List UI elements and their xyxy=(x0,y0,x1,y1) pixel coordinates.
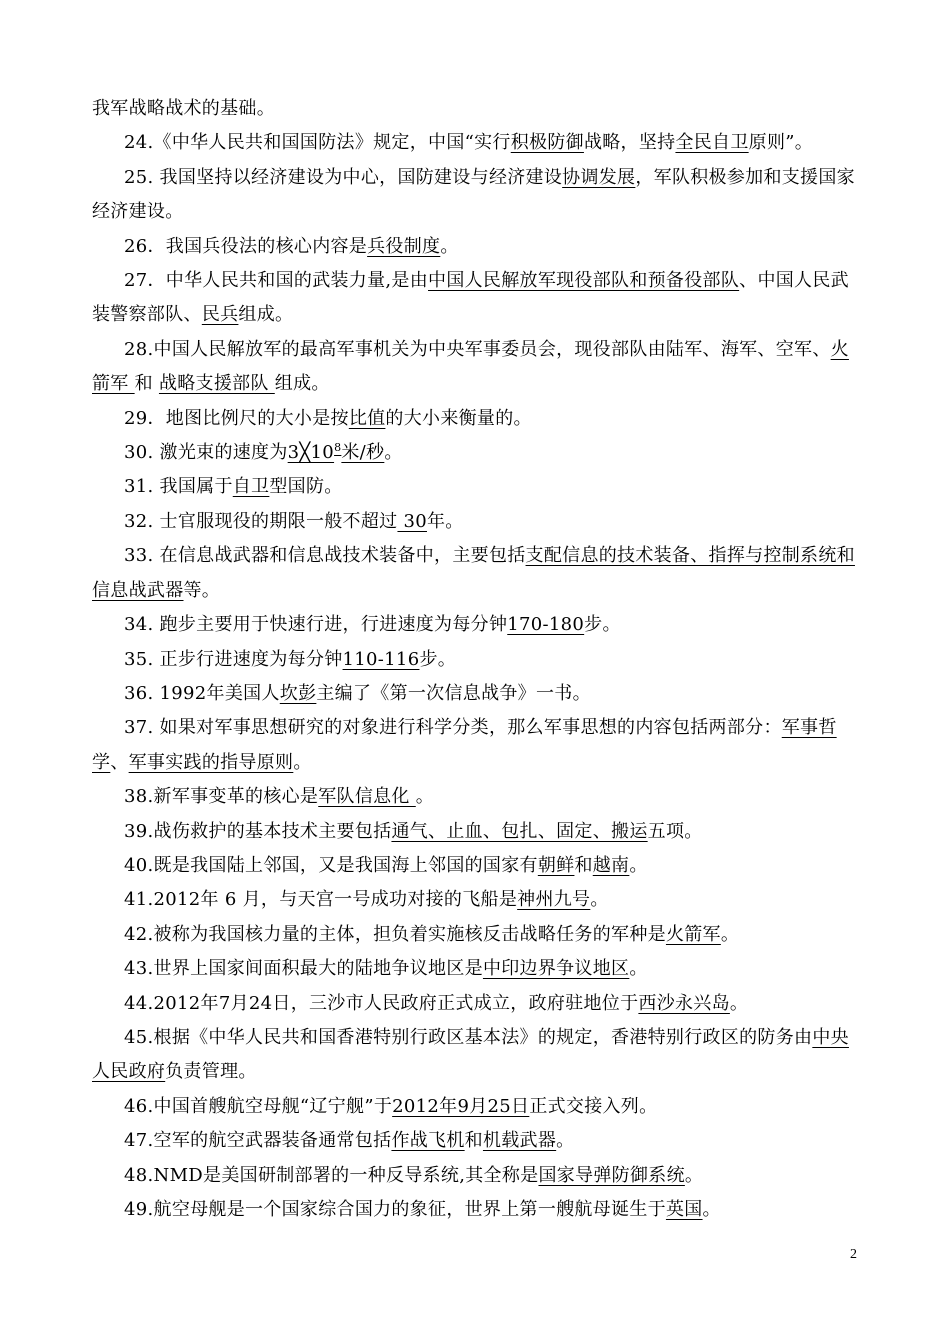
question-text: 。 xyxy=(629,854,648,876)
answer-text: 民兵 xyxy=(201,304,239,326)
question-text: 。 xyxy=(702,1199,721,1220)
question-paragraph xyxy=(92,1021,860,1090)
answer-text: 坎彭 xyxy=(279,682,317,704)
question-text: 25. 我国坚持以经济建设为中心，国防建设与经济建设 xyxy=(124,166,563,188)
question-text: 、中国人民武装警察部队、 xyxy=(92,270,849,326)
question-text: 年。 xyxy=(426,510,464,532)
question-paragraph xyxy=(92,1090,860,1124)
answer-text: 火箭军 xyxy=(665,923,721,945)
answer-text: 火箭军 xyxy=(92,338,849,395)
question-paragraph xyxy=(92,849,860,883)
question-text: 38.新军事变革的核心是 xyxy=(124,786,319,808)
question-text: 48.NMD是美国研制部署的一种反导系统,其全称是 xyxy=(124,1164,539,1186)
answer-text: 比值 xyxy=(348,407,386,429)
question-text: 35. 正步行进速度为每分钟 xyxy=(124,648,343,670)
answer-text: 协调发展 xyxy=(562,166,636,188)
question-text: 49.航空母舰是一个国家综合国力的象征，世界上第一艘航母诞生于 xyxy=(124,1199,666,1220)
question-text: 型国防。 xyxy=(269,476,343,498)
question-text: 。 xyxy=(556,1130,575,1152)
question-paragraph xyxy=(92,711,860,780)
question-text: 和 xyxy=(574,854,593,876)
answer-text: 30 xyxy=(397,510,427,532)
question-text: 29．地图比例尺的大小是按 xyxy=(124,407,349,429)
question-paragraph xyxy=(92,470,860,504)
question-text: 步。 xyxy=(584,614,621,636)
question-paragraph xyxy=(92,1159,860,1193)
answer-text: 军队信息化 xyxy=(318,786,416,808)
answer-text: 神州九号 xyxy=(517,889,591,911)
question-text: 45.根据《中华人民共和国香港特别行政区基本法》的规定，香港特别行政区的防务由 xyxy=(124,1026,813,1048)
answer-text: 作战飞机 xyxy=(391,1130,465,1152)
answer-text: 通气、止血、包扎、固定、搬运 xyxy=(391,820,648,842)
question-text: 。 xyxy=(440,235,459,257)
question-text: 44.2012年7月24日，三沙市人民政府正式成立，政府驻地位于 xyxy=(124,992,639,1014)
question-text: 。 xyxy=(720,923,740,945)
answer-text: 3╳10 xyxy=(287,442,335,464)
answer-text: 战略支援部队 xyxy=(158,373,275,395)
question-paragraph xyxy=(92,1193,860,1227)
question-text: 和 xyxy=(134,373,159,395)
question-text: 。 xyxy=(293,751,312,773)
answer-text: 中央人民政府 xyxy=(92,1026,849,1083)
question-text: 39.战伤救护的基本技术主要包括 xyxy=(124,820,392,842)
question-text: 负责管理。 xyxy=(165,1061,257,1083)
page-number: 2 xyxy=(850,1247,857,1262)
question-paragraph xyxy=(92,780,860,814)
question-paragraph xyxy=(92,987,860,1021)
question-paragraph xyxy=(92,161,860,230)
answer-text: 110-116 xyxy=(342,648,420,670)
question-paragraph xyxy=(92,539,860,608)
question-paragraph xyxy=(92,230,860,264)
question-paragraph xyxy=(92,815,860,849)
answer-text: 170-180 xyxy=(507,614,585,636)
question-text: ，军队积极参加和支援国家经济建设。 xyxy=(92,166,855,223)
answer-text: 英国 xyxy=(665,1199,703,1220)
question-text: 我军战略战术的基础。 xyxy=(92,98,275,119)
question-text: 34. 跑步主要用于快速行进，行进速度为每分钟 xyxy=(124,614,508,636)
question-text: 。 xyxy=(415,786,435,808)
answer-text: 机载武器 xyxy=(482,1130,557,1152)
answer-text: 国家导弹防御系统 xyxy=(538,1164,685,1186)
question-text: 43.世界上国家间面积最大的陆地争议地区是 xyxy=(124,958,483,980)
question-paragraph xyxy=(92,264,860,333)
answer-text: 越南 xyxy=(592,854,630,876)
question-paragraph xyxy=(92,505,860,539)
question-paragraph xyxy=(92,126,860,160)
question-text: 46.中国首艘航空母舰“辽宁舰”于 xyxy=(124,1095,393,1117)
question-text: 组成。 xyxy=(274,373,330,395)
question-text: 等。 xyxy=(183,579,221,601)
answer-text: 中印边界争议地区 xyxy=(482,958,630,980)
question-text: 的大小来衡量的。 xyxy=(385,407,532,429)
answer-text: 米/秒 xyxy=(341,442,385,464)
question-text: 。 xyxy=(384,442,403,464)
question-text: 30. 激光束的速度为 xyxy=(124,442,288,464)
question-text: 五项。 xyxy=(647,820,703,842)
question-text: 步。 xyxy=(419,648,457,670)
question-text: 26．我国兵役法的核心内容是 xyxy=(124,235,368,257)
question-text: 33. 在信息战武器和信息战技术装备中，主要包括 xyxy=(124,545,526,567)
question-text: 27．中华人民共和国的武装力量,是由 xyxy=(124,270,429,292)
question-text: 。 xyxy=(590,889,609,911)
question-paragraph xyxy=(92,643,860,677)
question-text: 41.2012年 6 月，与天宫一号成功对接的飞船是 xyxy=(124,889,518,911)
answer-text: 8 xyxy=(334,441,342,455)
answer-text: 兵役制度 xyxy=(367,235,441,257)
question-text: 主编了《第一次信息战争》一书。 xyxy=(316,682,591,704)
question-paragraph xyxy=(92,92,860,126)
question-paragraph xyxy=(92,918,860,952)
answer-text: 全民自卫 xyxy=(675,132,749,154)
answer-text: 朝鲜 xyxy=(537,854,575,876)
question-paragraph xyxy=(92,333,860,402)
question-paragraph xyxy=(92,952,860,986)
question-text: 40.既是我国陆上邻国，又是我国海上邻国的国家有 xyxy=(124,854,538,876)
question-text: 31. 我国属于 xyxy=(124,476,233,498)
answer-text: 积极防御 xyxy=(510,132,584,154)
question-text: 。 xyxy=(684,1164,704,1186)
answer-text: 自卫 xyxy=(232,476,270,498)
question-paragraph xyxy=(92,608,860,642)
document-body xyxy=(92,92,860,1227)
answer-text: 军事实践的指导原则 xyxy=(128,751,294,773)
question-paragraph xyxy=(92,677,860,711)
question-paragraph xyxy=(92,402,860,436)
question-paragraph xyxy=(92,436,860,470)
question-text: 37. 如果对军事思想研究的对象进行科学分类，那么军事思想的内容包括两部分： xyxy=(124,717,782,739)
question-text: 42.被称为我国核力量的主体，担负着实施核反击战略任务的军种是 xyxy=(124,923,666,945)
answer-text: 2012年9月25日 xyxy=(392,1095,530,1117)
question-text: 战略，坚持 xyxy=(583,132,676,154)
question-text: 原则”。 xyxy=(748,132,814,154)
question-text: 28.中国人民解放军的最高军事机关为中央军事委员会，现役部队由陆军、海军、空军、 xyxy=(124,338,831,360)
question-text: 、 xyxy=(110,751,129,773)
answer-text: 中国人民解放军现役部队和预备役部队 xyxy=(428,270,740,292)
question-text: 。 xyxy=(729,992,749,1014)
question-text: 32. 士官服现役的期限一般不超过 xyxy=(124,510,398,532)
question-text: 。 xyxy=(629,958,648,980)
answer-text: 支配信息的技术装备、指挥与控制系统和信息战武器 xyxy=(92,545,855,601)
answer-text: 西沙永兴岛 xyxy=(638,992,730,1014)
question-text: 47.空军的航空武器装备通常包括 xyxy=(124,1130,392,1152)
question-text: 24.《中华人民共和国国防法》规定，中国“实行 xyxy=(124,132,511,154)
question-text: 和 xyxy=(464,1130,483,1152)
question-text: 组成。 xyxy=(238,304,294,326)
question-paragraph xyxy=(92,1124,860,1158)
question-text: 正式交接入列。 xyxy=(529,1095,658,1117)
question-text: 36. 1992年美国人 xyxy=(124,682,280,704)
answer-text: 军事哲学 xyxy=(92,717,837,773)
question-paragraph xyxy=(92,883,860,917)
